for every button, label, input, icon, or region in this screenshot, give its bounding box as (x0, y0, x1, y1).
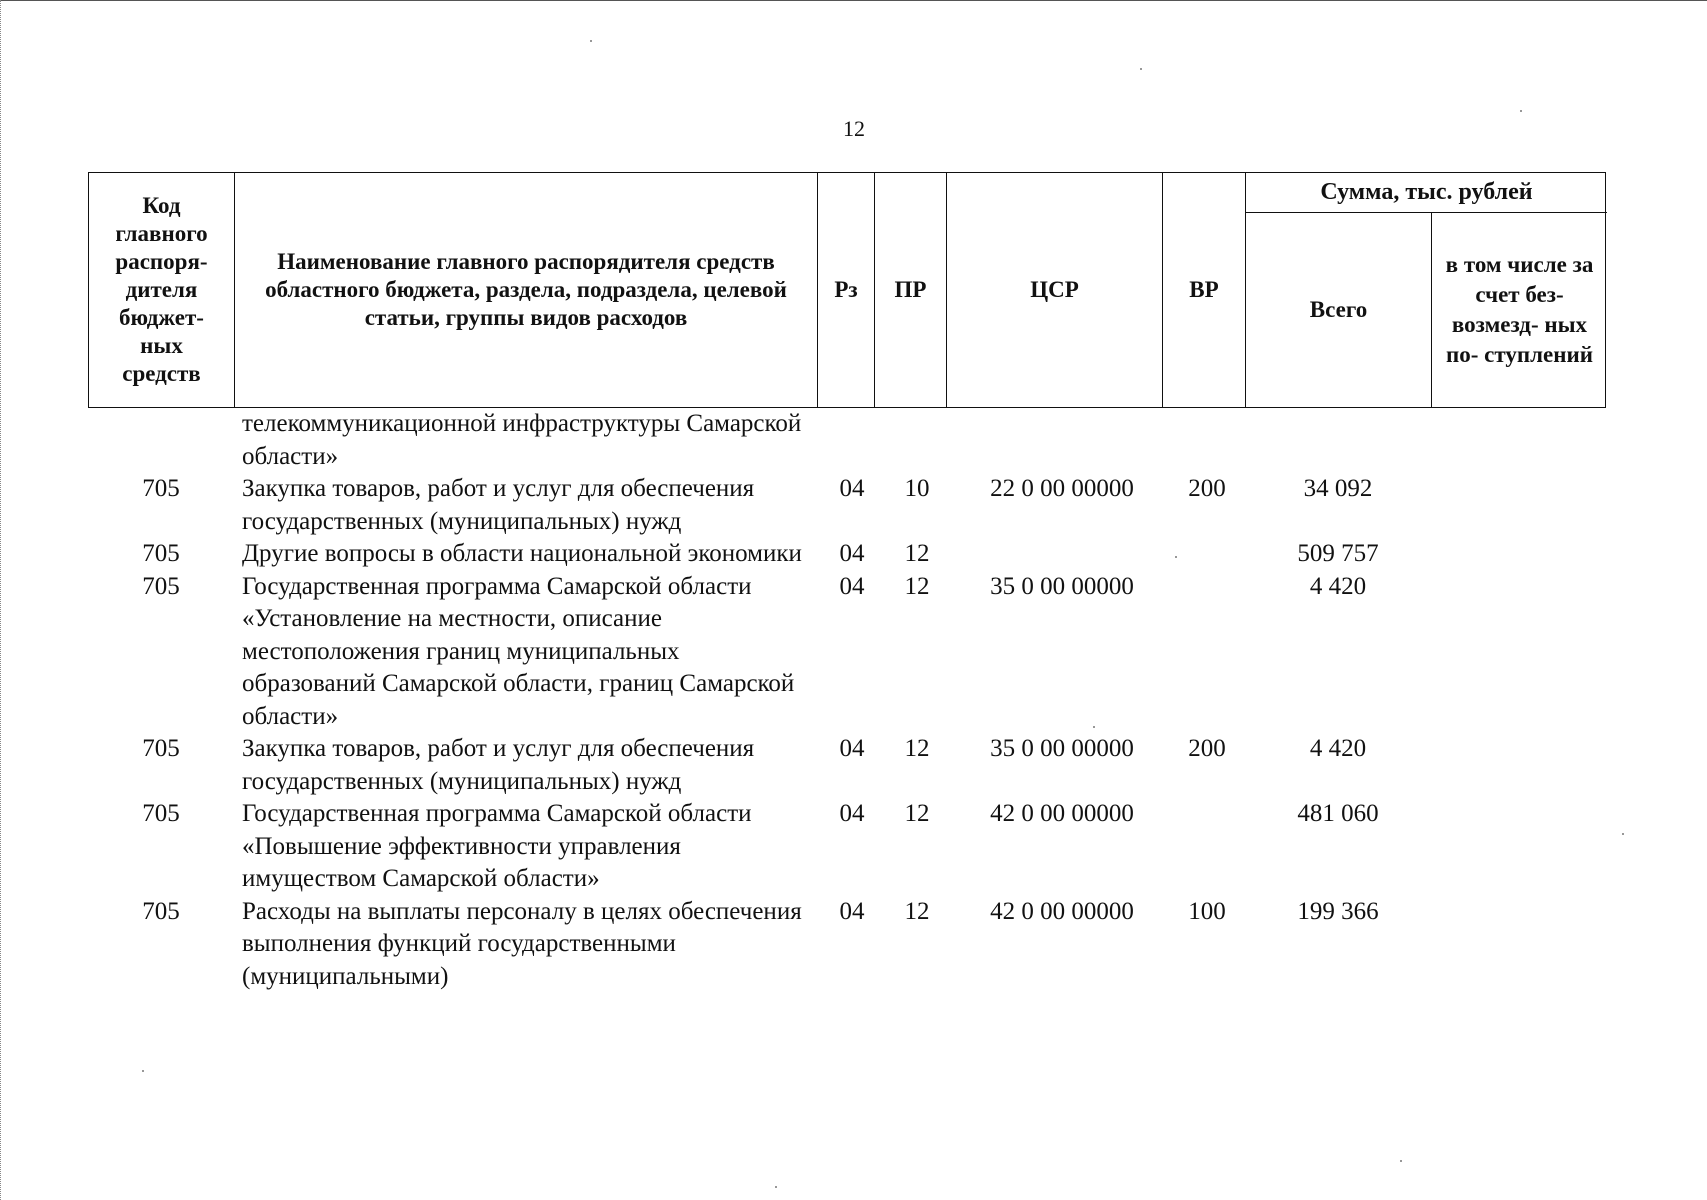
row-rz: 04 (839, 897, 865, 925)
row-csr: 42 0 00 00000 (990, 897, 1134, 925)
header-sum-title: Сумма, тыс. рублей (1246, 173, 1607, 213)
scan-speck (1622, 833, 1624, 835)
header-csr (947, 173, 1163, 407)
row-total: 481 060 (1297, 800, 1379, 827)
scan-speck (775, 1186, 777, 1188)
header-vr-label: ВР (1189, 277, 1219, 302)
row-csr: 22 0 00 00000 (990, 475, 1134, 502)
scan-speck (1400, 1160, 1402, 1162)
scan-speck (1520, 110, 1522, 112)
header-code (89, 173, 235, 407)
row-name: Расходы на выплаты персоналу в целях обеспечения выполнения функций государственными (муниципальными) (242, 897, 802, 990)
row-csr: 35 0 00 00000 (990, 735, 1134, 762)
row-total: 34 092 (1303, 475, 1373, 502)
header-csr-label: ЦСР (1030, 277, 1079, 302)
row-code: 705 (142, 735, 180, 762)
scan-speck (1175, 556, 1177, 558)
header-rz-label: Рз (834, 277, 858, 302)
scan-edge-top (0, 0, 1707, 1)
row-rz: 04 (839, 800, 865, 827)
table-row (88, 408, 1606, 473)
header-code-label: Код главного распоря- дителя бюджет- ных средств (115, 193, 208, 386)
header-name-label: Наименование главного распорядителя средств областного бюджета, раздела, подраздела, целевой статьи, группы видов расходов (265, 249, 787, 330)
row-pr: 12 (904, 897, 930, 925)
row-pr: 12 (904, 735, 930, 762)
scan-edge-left (0, 0, 1, 1200)
header-bez-label: в том числе за счет без- возмезд- ных по- ступлений (1445, 252, 1594, 367)
row-code: 705 (142, 572, 180, 600)
scan-speck (1093, 726, 1095, 728)
row-vr: 200 (1188, 735, 1226, 762)
table-body (88, 408, 1606, 993)
row-rz: 04 (839, 572, 865, 600)
scan-speck (590, 40, 592, 42)
header-bez (1432, 213, 1607, 407)
table-row (88, 538, 1606, 571)
row-csr: 42 0 00 00000 (990, 800, 1134, 827)
table-row (88, 571, 1606, 734)
row-name: телекоммуникационной инфраструктуры Самарской области» (242, 410, 802, 470)
row-name: Государственная программа Самарской области «Установление на местности, описание местоположения границ муниципальных образований Самарской области, границ Самарской области» (242, 572, 795, 730)
row-name: Закупка товаров, работ и услуг для обеспечения государственных (муниципальных) нужд (242, 735, 755, 795)
row-name: Закупка товаров, работ и услуг для обеспечения государственных (муниципальных) нужд (242, 475, 755, 535)
table-header (88, 172, 1606, 408)
header-name (235, 173, 818, 407)
row-code: 705 (142, 897, 180, 925)
row-name: Государственная программа Самарской области «Повышение эффективности управления имуществом Самарской области» (242, 800, 752, 892)
row-total: 509 757 (1297, 540, 1379, 567)
table-row (88, 798, 1606, 896)
row-rz: 04 (839, 540, 865, 567)
header-vr (1163, 173, 1246, 407)
header-total (1246, 213, 1432, 407)
row-csr: 35 0 00 00000 (990, 572, 1134, 600)
row-code: 705 (142, 475, 180, 502)
row-vr: 100 (1188, 897, 1226, 925)
row-total: 4 420 (1309, 735, 1367, 762)
row-rz: 04 (839, 735, 865, 762)
row-pr: 12 (904, 572, 930, 600)
table-row (88, 896, 1606, 994)
table-row (88, 733, 1606, 798)
row-code: 705 (142, 800, 180, 827)
header-rz (818, 173, 875, 407)
row-pr: 10 (904, 475, 930, 502)
row-total: 199 366 (1297, 897, 1379, 925)
header-total-label: Всего (1309, 297, 1368, 322)
row-pr: 12 (904, 540, 930, 567)
header-pr (875, 173, 947, 407)
page-number: 12 (843, 116, 865, 141)
header-pr-label: ПР (894, 277, 927, 302)
scan-speck (142, 1070, 144, 1072)
row-rz: 04 (839, 475, 865, 502)
row-name: Другие вопросы в области национальной экономики (242, 540, 802, 567)
table-row (88, 473, 1606, 538)
row-code: 705 (142, 540, 180, 567)
row-pr: 12 (904, 800, 930, 827)
row-total: 4 420 (1309, 572, 1367, 600)
scan-speck (1140, 68, 1142, 70)
header-sum-group (1246, 173, 1607, 407)
row-vr: 200 (1188, 475, 1226, 502)
